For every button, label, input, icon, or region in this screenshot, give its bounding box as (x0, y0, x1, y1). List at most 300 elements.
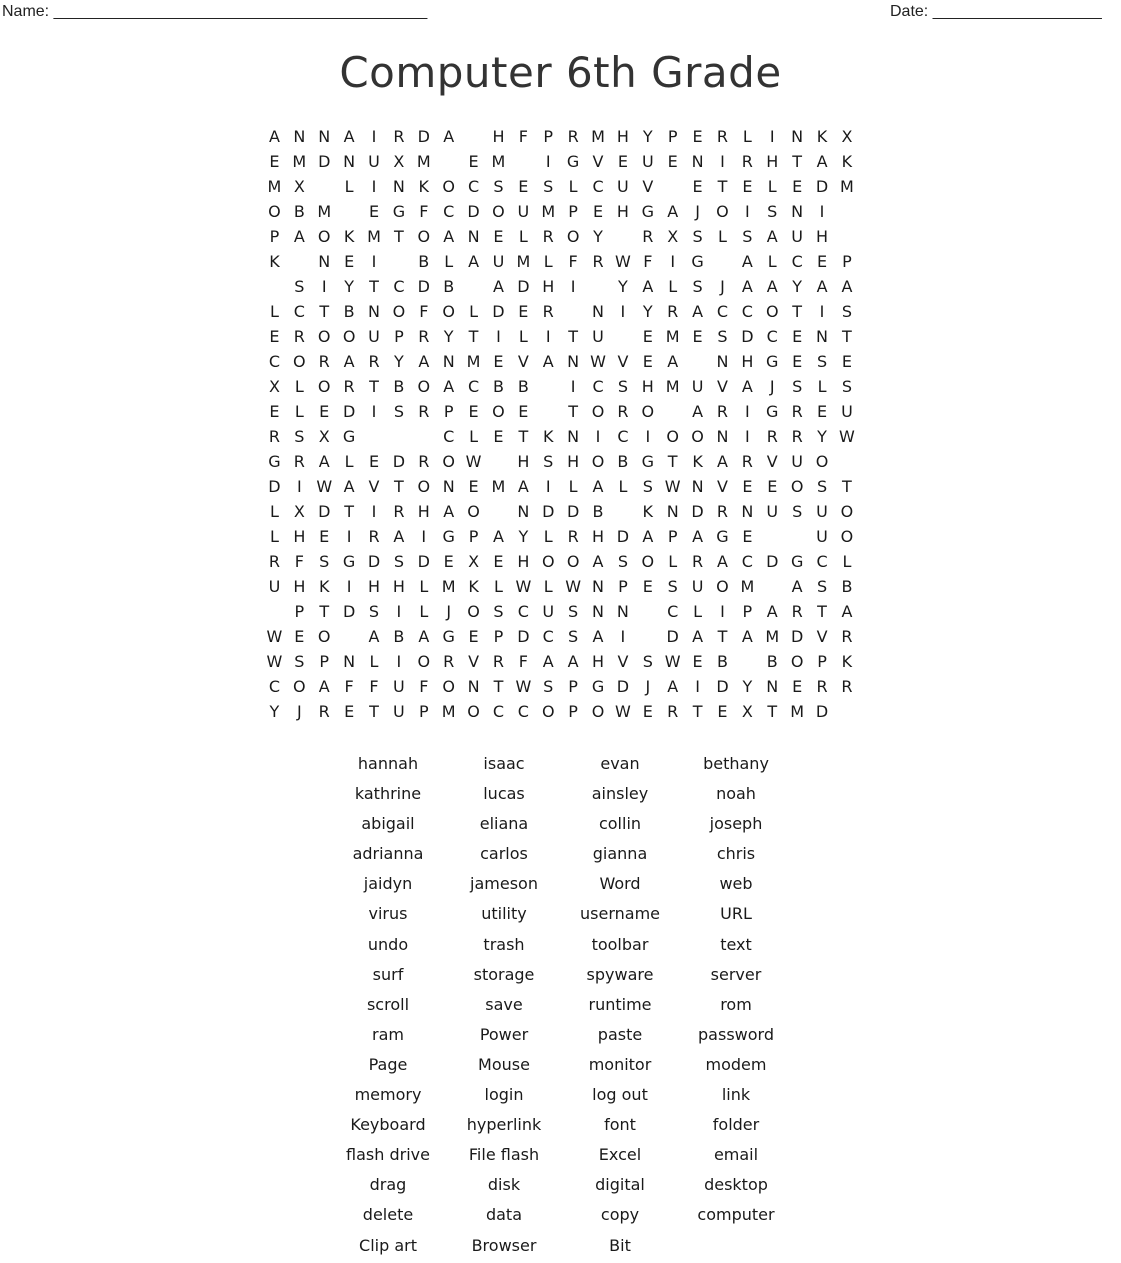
grid-cell[interactable]: E (368, 202, 380, 221)
grid-cell[interactable]: H (517, 452, 530, 471)
grid-cell[interactable]: C (791, 252, 803, 271)
grid-cell[interactable]: T (344, 502, 354, 521)
grid-cell[interactable]: L (767, 177, 777, 196)
grid-cell[interactable]: A (741, 252, 753, 271)
grid-cell[interactable]: R (393, 127, 405, 146)
grid-cell[interactable]: T (692, 702, 703, 721)
grid-cell[interactable]: S (792, 502, 803, 521)
grid-cell[interactable]: E (767, 477, 778, 496)
grid-cell[interactable]: X (268, 377, 280, 396)
grid-cell[interactable]: U (791, 452, 803, 471)
grid-cell[interactable]: K (841, 152, 853, 171)
grid-cell[interactable]: G (790, 552, 804, 571)
grid-cell[interactable]: D (616, 677, 630, 696)
grid-cell[interactable]: D (342, 402, 356, 421)
grid-cell[interactable]: V (592, 152, 604, 171)
grid-cell[interactable]: B (443, 277, 455, 296)
grid-cell[interactable]: O (691, 427, 704, 446)
grid-cell[interactable]: E (269, 327, 280, 346)
grid-cell[interactable]: L (344, 177, 354, 196)
grid-cell[interactable]: R (841, 627, 853, 646)
grid-cell[interactable]: H (293, 527, 306, 546)
grid-cell[interactable]: S (816, 477, 828, 496)
grid-cell[interactable] (436, 149, 461, 174)
grid-cell[interactable]: V (816, 627, 828, 646)
grid-cell[interactable]: W (664, 477, 681, 496)
grid-cell[interactable]: R (268, 552, 280, 571)
grid-cell[interactable]: I (396, 602, 402, 621)
grid-cell[interactable]: I (570, 277, 576, 296)
grid-cell[interactable]: H (816, 227, 829, 246)
grid-cell[interactable]: W (664, 652, 681, 671)
grid-cell[interactable]: K (418, 177, 430, 196)
grid-cell[interactable] (262, 274, 287, 299)
grid-cell[interactable]: N (592, 602, 604, 621)
grid-cell[interactable]: N (343, 652, 356, 671)
grid-cell[interactable]: G (766, 352, 779, 371)
grid-cell[interactable]: T (369, 277, 379, 296)
grid-cell[interactable]: E (493, 427, 504, 446)
grid-cell[interactable]: U (791, 227, 803, 246)
grid-cell[interactable]: I (321, 277, 327, 296)
grid-cell[interactable]: U (268, 577, 281, 596)
grid-cell[interactable]: A (692, 627, 704, 646)
grid-cell[interactable] (461, 274, 486, 299)
grid-cell[interactable]: P (568, 202, 578, 221)
grid-cell[interactable]: O (492, 402, 505, 421)
grid-cell[interactable]: L (767, 252, 777, 271)
grid-cell[interactable] (834, 449, 859, 474)
grid-cell[interactable]: E (518, 177, 529, 196)
grid-cell[interactable]: M (491, 152, 506, 171)
grid-cell[interactable] (536, 374, 561, 399)
grid-cell[interactable]: S (816, 577, 828, 596)
grid-cell[interactable]: O (765, 302, 779, 321)
grid-cell[interactable]: U (691, 377, 704, 396)
grid-cell[interactable]: O (417, 377, 431, 396)
grid-cell[interactable]: Y (518, 527, 529, 546)
grid-cell[interactable]: R (791, 427, 803, 446)
grid-cell[interactable]: I (819, 202, 825, 221)
grid-cell[interactable]: I (720, 602, 725, 621)
grid-cell[interactable]: O (566, 552, 580, 571)
grid-cell[interactable]: C (268, 352, 281, 371)
grid-cell[interactable]: O (815, 452, 829, 471)
grid-cell[interactable]: A (418, 627, 430, 646)
grid-cell[interactable]: N (442, 352, 455, 371)
grid-cell[interactable]: E (667, 152, 678, 171)
grid-cell[interactable]: R (567, 127, 579, 146)
grid-cell[interactable]: L (568, 477, 578, 496)
grid-cell[interactable]: R (741, 152, 753, 171)
grid-cell[interactable]: M (665, 327, 680, 346)
grid-cell[interactable]: S (319, 552, 330, 571)
grid-cell[interactable]: R (791, 402, 803, 421)
grid-cell[interactable]: L (518, 227, 528, 246)
grid-cell[interactable]: O (840, 502, 854, 521)
grid-cell[interactable]: L (269, 302, 279, 321)
grid-cell[interactable]: E (493, 352, 504, 371)
grid-cell[interactable]: A (368, 627, 380, 646)
grid-cell[interactable]: R (293, 452, 305, 471)
grid-cell[interactable]: M (292, 152, 307, 171)
grid-cell[interactable]: M (491, 477, 506, 496)
grid-cell[interactable]: O (442, 302, 455, 321)
grid-cell[interactable]: I (421, 527, 427, 546)
grid-cell[interactable]: N (666, 502, 679, 521)
grid-cell[interactable] (386, 424, 411, 449)
grid-cell[interactable]: N (318, 252, 331, 271)
grid-cell[interactable]: X (841, 127, 853, 146)
grid-cell[interactable]: P (667, 527, 678, 546)
grid-cell[interactable]: K (816, 127, 828, 146)
grid-cell[interactable]: O (442, 177, 455, 196)
grid-cell[interactable]: J (720, 277, 725, 296)
grid-cell[interactable]: L (419, 577, 429, 596)
grid-cell[interactable]: P (394, 327, 404, 346)
grid-cell[interactable]: E (368, 452, 380, 471)
grid-cell[interactable]: H (492, 127, 505, 146)
grid-cell[interactable]: D (566, 502, 580, 521)
grid-cell[interactable]: I (819, 302, 825, 321)
grid-cell[interactable]: X (667, 227, 679, 246)
grid-cell[interactable]: M (740, 577, 755, 596)
grid-cell[interactable]: D (392, 452, 406, 471)
grid-cell[interactable]: C (467, 177, 480, 196)
grid-cell[interactable]: R (492, 652, 505, 671)
grid-cell[interactable]: W (565, 577, 582, 596)
grid-cell[interactable]: P (742, 602, 753, 621)
grid-cell[interactable]: B (716, 652, 728, 671)
grid-cell[interactable]: N (293, 127, 306, 146)
grid-cell[interactable]: S (841, 302, 852, 321)
grid-cell[interactable]: E (841, 352, 852, 371)
grid-cell[interactable]: N (467, 677, 480, 696)
grid-cell[interactable]: I (645, 427, 651, 446)
grid-cell[interactable]: R (343, 377, 355, 396)
grid-cell[interactable]: I (620, 627, 626, 646)
grid-cell[interactable]: Y (269, 702, 280, 721)
grid-cell[interactable]: B (841, 577, 853, 596)
grid-cell[interactable]: O (591, 452, 605, 471)
grid-cell[interactable]: J (645, 677, 651, 696)
grid-cell[interactable]: D (517, 627, 530, 646)
grid-cell[interactable]: C (293, 302, 305, 321)
grid-cell[interactable]: R (617, 402, 629, 421)
grid-cell[interactable]: L (543, 527, 553, 546)
grid-cell[interactable]: S (543, 677, 554, 696)
grid-cell[interactable]: E (642, 702, 653, 721)
grid-cell[interactable]: J (695, 202, 700, 221)
grid-cell[interactable]: M (267, 177, 282, 196)
grid-cell[interactable]: I (545, 152, 551, 171)
grid-cell[interactable]: O (666, 427, 679, 446)
grid-cell[interactable]: R (368, 527, 380, 546)
grid-cell[interactable]: R (692, 552, 704, 571)
grid-cell[interactable]: G (442, 627, 455, 646)
grid-cell[interactable]: A (492, 277, 504, 296)
grid-cell[interactable]: R (443, 652, 455, 671)
grid-cell[interactable]: L (568, 177, 578, 196)
grid-cell[interactable]: L (543, 252, 553, 271)
grid-cell[interactable]: G (641, 452, 654, 471)
grid-cell[interactable]: J (296, 702, 302, 721)
grid-cell[interactable]: E (468, 627, 479, 646)
grid-cell[interactable]: O (417, 227, 431, 246)
grid-cell[interactable] (287, 249, 312, 274)
grid-cell[interactable]: P (618, 577, 628, 596)
grid-cell[interactable]: U (542, 602, 555, 621)
grid-cell[interactable]: S (493, 177, 504, 196)
grid-cell[interactable]: P (468, 527, 479, 546)
grid-cell[interactable] (635, 624, 660, 649)
grid-cell[interactable]: O (591, 702, 605, 721)
grid-cell[interactable]: B (592, 502, 604, 521)
grid-cell[interactable]: N (567, 427, 580, 446)
grid-cell[interactable]: I (371, 402, 377, 421)
grid-cell[interactable]: T (817, 602, 827, 621)
grid-cell[interactable]: W (515, 577, 532, 596)
grid-cell[interactable]: Y (742, 677, 753, 696)
grid-cell[interactable]: T (667, 452, 678, 471)
grid-cell[interactable]: X (393, 152, 405, 171)
grid-cell[interactable]: M (840, 177, 854, 196)
grid-cell[interactable]: S (393, 552, 404, 571)
grid-cell[interactable]: M (516, 252, 531, 271)
grid-cell[interactable]: A (343, 127, 355, 146)
grid-cell[interactable]: E (493, 227, 504, 246)
grid-cell[interactable]: N (517, 502, 530, 521)
grid-cell[interactable]: R (293, 327, 305, 346)
grid-cell[interactable]: A (692, 527, 704, 546)
grid-cell[interactable]: K (318, 577, 330, 596)
grid-cell[interactable]: O (541, 552, 555, 571)
grid-cell[interactable]: T (518, 427, 529, 446)
grid-cell[interactable]: T (568, 327, 579, 346)
grid-cell[interactable]: E (468, 477, 479, 496)
grid-cell[interactable]: C (741, 302, 753, 321)
grid-cell[interactable]: F (643, 252, 653, 271)
grid-cell[interactable]: N (741, 502, 754, 521)
grid-cell[interactable]: N (592, 577, 604, 596)
grid-cell[interactable]: R (716, 402, 729, 421)
grid-cell[interactable]: N (716, 427, 729, 446)
grid-cell[interactable]: E (742, 177, 753, 196)
grid-cell[interactable]: R (418, 452, 430, 471)
grid-cell[interactable]: T (394, 227, 404, 246)
grid-cell[interactable]: U (641, 152, 654, 171)
grid-cell[interactable]: M (441, 577, 456, 596)
grid-cell[interactable]: D (766, 552, 779, 571)
grid-cell[interactable]: T (468, 327, 479, 346)
grid-cell[interactable]: N (368, 302, 380, 321)
grid-cell[interactable]: A (592, 477, 604, 496)
grid-cell[interactable]: V (717, 377, 728, 396)
grid-cell[interactable]: L (668, 552, 678, 571)
grid-cell[interactable]: U (368, 327, 380, 346)
grid-cell[interactable]: C (517, 702, 529, 721)
grid-cell[interactable]: M (541, 202, 556, 221)
grid-cell[interactable]: A (343, 477, 355, 496)
grid-cell[interactable] (337, 199, 362, 224)
grid-cell[interactable]: S (841, 377, 852, 396)
grid-cell[interactable]: Y (593, 227, 603, 246)
grid-cell[interactable]: R (368, 352, 380, 371)
grid-cell[interactable]: O (790, 477, 804, 496)
grid-cell[interactable]: E (493, 552, 504, 571)
grid-cell[interactable]: M (367, 227, 381, 246)
grid-cell[interactable]: R (542, 227, 554, 246)
grid-cell[interactable] (834, 199, 859, 224)
grid-cell[interactable]: S (742, 227, 753, 246)
grid-cell[interactable]: T (319, 602, 330, 621)
grid-cell[interactable]: A (717, 452, 728, 471)
grid-cell[interactable]: N (592, 302, 604, 321)
grid-cell[interactable]: A (443, 502, 455, 521)
grid-cell[interactable]: N (392, 177, 405, 196)
grid-cell[interactable]: D (492, 302, 505, 321)
grid-cell[interactable]: Y (443, 327, 454, 346)
grid-cell[interactable]: H (367, 577, 381, 596)
grid-cell[interactable]: K (343, 227, 355, 246)
grid-cell[interactable] (760, 574, 785, 599)
grid-cell[interactable]: R (567, 527, 579, 546)
grid-cell[interactable]: I (371, 127, 377, 146)
grid-cell[interactable]: L (369, 652, 379, 671)
grid-cell[interactable]: E (518, 302, 529, 321)
grid-cell[interactable]: O (541, 702, 555, 721)
grid-cell[interactable]: D (342, 602, 356, 621)
grid-cell[interactable]: L (718, 227, 727, 246)
grid-cell[interactable]: P (568, 702, 578, 721)
grid-cell[interactable]: I (570, 377, 576, 396)
grid-cell[interactable]: C (443, 427, 455, 446)
grid-cell[interactable]: D (741, 327, 754, 346)
grid-cell[interactable]: P (443, 402, 454, 421)
grid-cell[interactable]: S (393, 402, 404, 421)
grid-cell[interactable]: I (745, 402, 750, 421)
grid-cell[interactable]: B (617, 452, 629, 471)
grid-cell[interactable]: T (394, 477, 404, 496)
grid-cell[interactable]: O (492, 202, 505, 221)
grid-cell[interactable]: R (791, 602, 803, 621)
grid-cell[interactable]: I (745, 202, 750, 221)
grid-cell[interactable]: L (842, 552, 852, 571)
grid-cell[interactable]: A (592, 552, 604, 571)
grid-cell[interactable]: N (691, 152, 704, 171)
grid-cell[interactable]: L (693, 602, 703, 621)
grid-cell[interactable]: E (742, 527, 753, 546)
grid-cell[interactable]: O (716, 577, 729, 596)
grid-cell[interactable]: E (319, 527, 330, 546)
grid-cell[interactable] (760, 524, 785, 549)
grid-cell[interactable]: A (542, 352, 554, 371)
grid-cell[interactable]: D (691, 502, 704, 521)
grid-cell[interactable]: S (543, 452, 554, 471)
grid-cell[interactable]: K (692, 452, 703, 471)
grid-cell[interactable]: G (392, 202, 406, 221)
grid-cell[interactable]: S (568, 602, 579, 621)
grid-cell[interactable]: C (667, 602, 679, 621)
grid-cell[interactable]: Y (618, 277, 628, 296)
grid-cell[interactable]: L (543, 577, 553, 596)
grid-cell[interactable]: T (842, 327, 852, 346)
grid-cell[interactable]: L (518, 327, 528, 346)
grid-cell[interactable]: R (741, 452, 753, 471)
grid-cell[interactable]: L (494, 577, 503, 596)
grid-cell[interactable]: G (342, 427, 356, 446)
grid-cell[interactable]: P (294, 602, 305, 621)
grid-cell[interactable] (536, 399, 561, 424)
grid-cell[interactable]: O (317, 377, 331, 396)
grid-cell[interactable]: N (567, 352, 580, 371)
grid-cell[interactable]: A (318, 452, 330, 471)
grid-cell[interactable]: A (741, 627, 753, 646)
grid-cell[interactable]: I (371, 177, 377, 196)
grid-cell[interactable]: A (841, 602, 853, 621)
grid-cell[interactable] (660, 174, 685, 199)
grid-cell[interactable]: U (393, 677, 405, 696)
grid-cell[interactable]: I (545, 477, 551, 496)
grid-cell[interactable]: F (419, 202, 429, 221)
grid-cell[interactable]: H (567, 452, 580, 471)
grid-cell[interactable]: A (468, 252, 480, 271)
grid-cell[interactable]: L (444, 252, 454, 271)
grid-cell[interactable]: H (616, 127, 629, 146)
grid-cell[interactable]: D (542, 502, 555, 521)
grid-cell[interactable]: H (616, 202, 629, 221)
grid-cell[interactable] (610, 224, 635, 249)
grid-cell[interactable]: Y (792, 277, 803, 296)
grid-cell[interactable]: N (442, 477, 455, 496)
grid-cell[interactable]: K (642, 502, 654, 521)
grid-cell[interactable]: I (769, 127, 775, 146)
grid-cell[interactable]: O (317, 327, 331, 346)
grid-cell[interactable]: L (469, 427, 479, 446)
grid-cell[interactable]: X (293, 177, 305, 196)
grid-cell[interactable]: A (642, 527, 654, 546)
grid-cell[interactable]: T (792, 152, 803, 171)
grid-cell[interactable]: C (393, 277, 405, 296)
grid-cell[interactable]: C (517, 602, 529, 621)
grid-cell[interactable]: U (816, 527, 828, 546)
grid-cell[interactable]: L (618, 477, 628, 496)
grid-cell[interactable]: E (692, 127, 703, 146)
grid-cell[interactable]: P (842, 252, 852, 271)
grid-cell[interactable]: O (417, 652, 431, 671)
grid-cell[interactable]: B (517, 377, 529, 396)
grid-cell[interactable]: S (568, 627, 579, 646)
grid-cell[interactable] (486, 449, 511, 474)
grid-cell[interactable]: R (642, 227, 654, 246)
grid-cell[interactable]: E (294, 627, 305, 646)
grid-cell[interactable]: D (268, 477, 281, 496)
grid-cell[interactable]: P (543, 127, 554, 146)
grid-cell[interactable]: S (368, 602, 380, 621)
grid-cell[interactable]: H (542, 277, 555, 296)
grid-cell[interactable]: D (367, 552, 381, 571)
grid-cell[interactable]: U (368, 152, 380, 171)
grid-cell[interactable]: M (591, 127, 605, 146)
grid-cell[interactable]: L (269, 502, 279, 521)
grid-cell[interactable]: A (343, 352, 355, 371)
grid-cell[interactable]: E (468, 402, 479, 421)
grid-cell[interactable]: A (692, 402, 704, 421)
grid-cell[interactable]: X (741, 702, 753, 721)
grid-cell[interactable]: S (294, 652, 305, 671)
grid-cell[interactable]: I (545, 327, 551, 346)
grid-cell[interactable]: H (592, 652, 605, 671)
